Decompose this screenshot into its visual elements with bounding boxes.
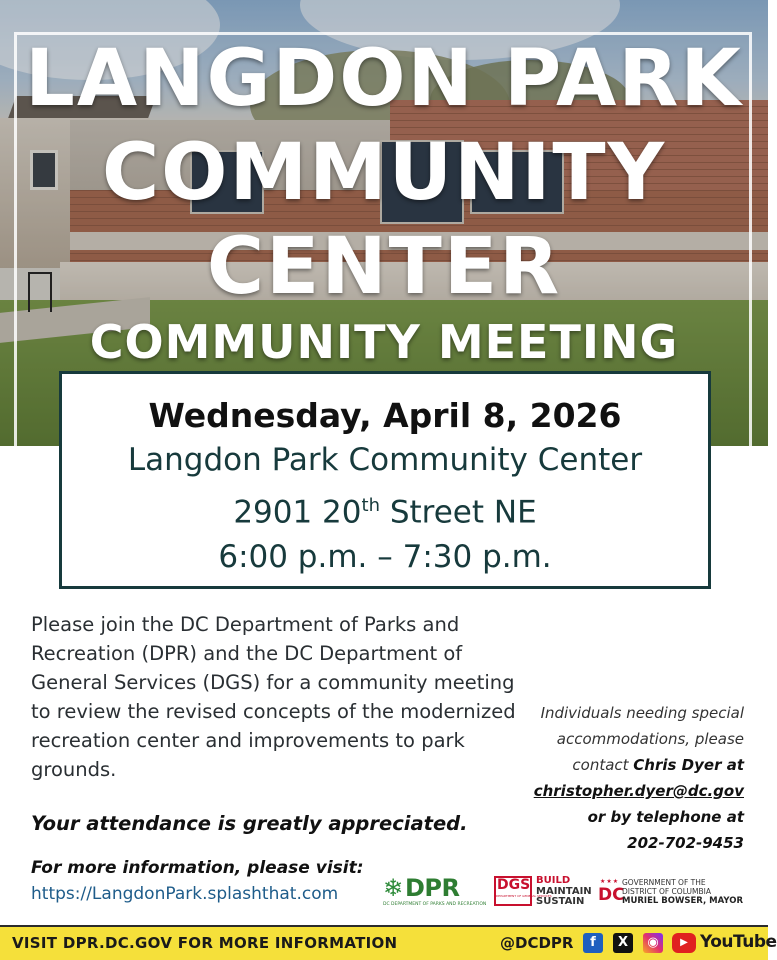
title-line-1: LANGDON PARK xyxy=(25,34,743,124)
contact-phone: 202-702-9453 xyxy=(627,834,744,852)
contact-email-link[interactable]: christopher.dyer@dc.gov xyxy=(533,782,744,800)
address-street: Street NE xyxy=(379,494,537,531)
facebook-icon[interactable]: f xyxy=(583,933,603,953)
address-number: 2901 20 xyxy=(233,494,362,531)
address-suffix: th xyxy=(361,495,380,516)
dgs-logo xyxy=(494,875,592,910)
accommodations-text: Individuals needing special accommodations, please contact xyxy=(540,704,744,774)
event-address xyxy=(62,483,708,535)
event-time: 6:00 p.m. – 7:30 p.m. xyxy=(218,539,552,576)
youtube-icon[interactable]: ▶ xyxy=(672,933,696,953)
event-details-box xyxy=(59,371,711,589)
event-date: Wednesday, April 8, 2026 xyxy=(148,396,622,435)
instagram-icon[interactable]: ◉ xyxy=(643,933,663,953)
title-line-3: CENTER xyxy=(206,222,562,312)
leaf-icon: ❄ xyxy=(383,874,404,902)
gov-line-1-text: GOVERNMENT OF THE xyxy=(622,878,706,887)
footer-bar xyxy=(0,925,777,960)
dgs-logo-subtext: DEPARTMENT OF GENERAL SERVICES xyxy=(496,894,552,898)
dgs-tagline xyxy=(536,876,592,908)
dgs-logo-text: DGS xyxy=(497,877,531,893)
mayor-name: MURIEL BOWSER, MAYOR xyxy=(622,896,743,906)
meeting-subtitle: COMMUNITY MEETING xyxy=(89,315,679,369)
dc-government-logo xyxy=(598,876,748,910)
dgs-maintain: MAINTAIN xyxy=(536,885,592,897)
dgs-build: BUILD xyxy=(536,875,571,886)
contact-phone-intro: or by telephone at xyxy=(587,808,744,826)
more-info-link[interactable]: https://LangdonPark.splashthat.com xyxy=(31,884,339,904)
footer-cta[interactable]: VISIT DPR.DC.GOV FOR MORE INFORMATION xyxy=(12,934,398,952)
dpr-logo xyxy=(383,874,487,908)
gov-line-1 xyxy=(622,878,711,896)
social-handle: @DCDPR xyxy=(500,934,574,952)
dpr-logo-subtext: DC DEPARTMENT OF PARKS AND RECREATION xyxy=(383,902,487,907)
dc-logo-mark: DC xyxy=(598,885,625,905)
x-twitter-icon[interactable]: X xyxy=(613,933,633,953)
gov-line-2-text: DISTRICT OF COLUMBIA xyxy=(622,887,711,896)
intro-paragraph: Please join the DC Department of Parks and Recreation (DPR) and the DC Department of General Services (DGS) for a community meeting to review the revised concepts of the modernized recreation center and improvements to park grounds. xyxy=(31,613,516,781)
dpr-logo-text: DPR xyxy=(405,874,460,902)
event-location: Langdon Park Community Center xyxy=(127,442,643,478)
youtube-label[interactable]: YouTube xyxy=(700,932,777,952)
more-info-label: For more information, please visit: xyxy=(31,858,364,878)
contact-name: Chris Dyer at xyxy=(633,756,744,774)
accommodations-note xyxy=(520,700,744,856)
title-line-2: COMMUNITY xyxy=(101,128,667,218)
attendance-note: Your attendance is greatly appreciated. xyxy=(31,812,468,835)
dc-flag-icon: ★★★ xyxy=(600,878,620,885)
dgs-sustain: SUSTAIN xyxy=(536,896,585,907)
